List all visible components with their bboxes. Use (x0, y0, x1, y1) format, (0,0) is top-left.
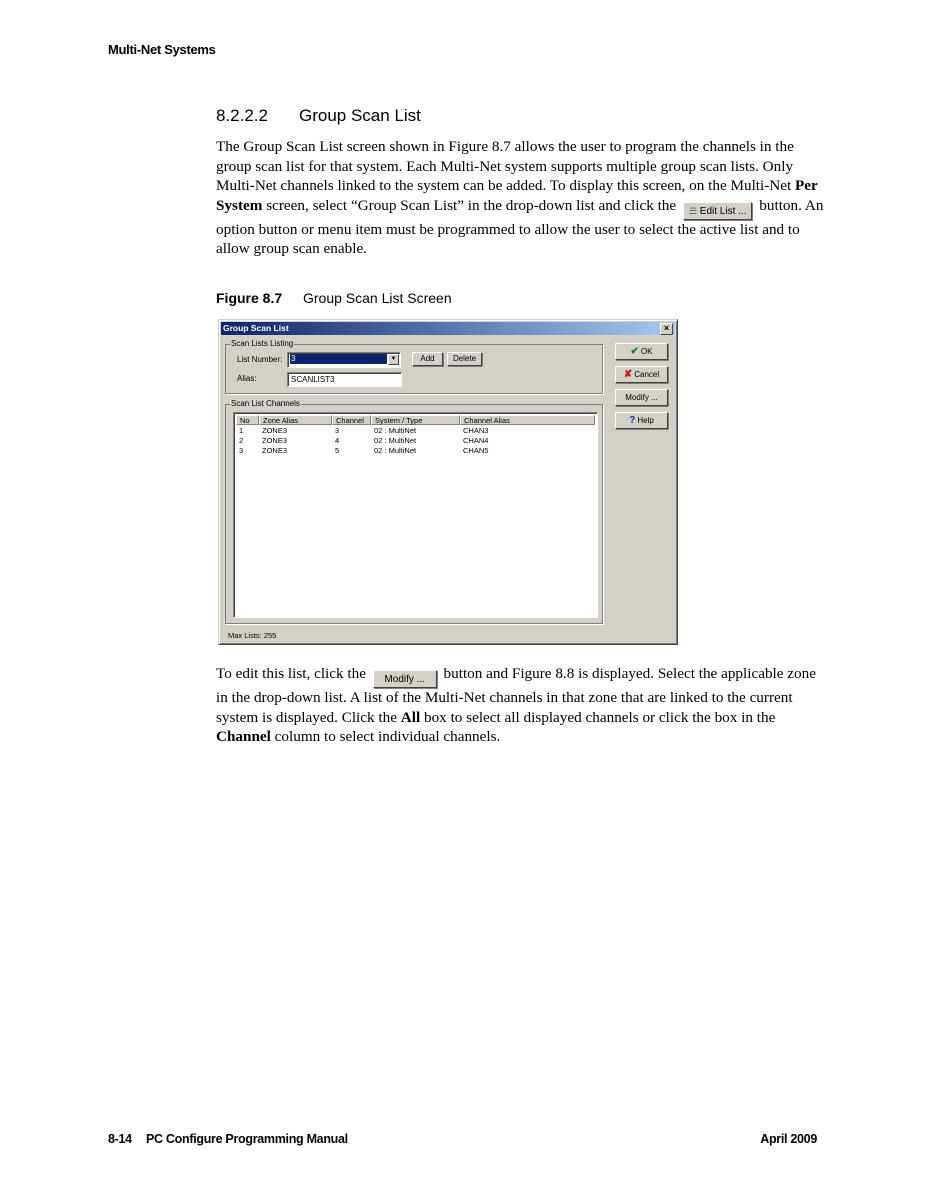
figure-caption (216, 290, 452, 306)
cell-zone-alias: ZONE3 (262, 446, 288, 455)
group-label: Scan List Channels (231, 399, 300, 408)
bold-term: Channel (216, 728, 271, 746)
manual-title: PC Configure Programming Manual (146, 1132, 348, 1146)
cell-zone-alias: ZONE3 (262, 436, 288, 445)
column-header-system-type[interactable]: System / Type (371, 415, 460, 425)
cell-channel: 4 (335, 436, 340, 445)
chevron-down-icon[interactable]: ▼ (388, 354, 399, 365)
figure-label: Figure 8.7 (216, 290, 283, 306)
figure-title: Group Scan List Screen (303, 290, 452, 306)
help-button[interactable] (615, 412, 668, 429)
column-header-zone-alias[interactable]: Zone Alias (259, 415, 332, 425)
checkmark-icon: ✔ (630, 346, 639, 357)
table-row[interactable] (236, 436, 595, 446)
section-number: 8.2.2.2 (216, 106, 268, 125)
paragraph-text: To edit this list, click the (216, 665, 366, 682)
group-label: Scan Lists Listing (231, 339, 294, 348)
section-heading (216, 106, 421, 126)
edit-list-button-image (683, 202, 753, 220)
cell-system-type: 02 : MultiNet (374, 426, 417, 435)
footer-left (108, 1132, 348, 1146)
delete-button[interactable]: Delete (447, 352, 482, 366)
paragraph-intro (216, 137, 826, 259)
cell-channel-alias: CHAN5 (463, 446, 489, 455)
alias-field[interactable]: SCANLIST3 (287, 372, 402, 387)
paragraph-text: button. An option button or menu item must be programmed to allow the user to select the active list and to allow group scan enable. (216, 196, 824, 258)
table-row[interactable] (236, 446, 595, 456)
modify-button[interactable]: Modify ... (615, 389, 668, 406)
cell-no: 1 (239, 426, 244, 435)
column-header-no[interactable]: No (236, 415, 259, 425)
x-icon: ✘ (623, 369, 633, 380)
edit-list-button-label: Edit List ... (699, 205, 747, 217)
cell-system-type: 02 : MultiNet (374, 446, 417, 455)
question-icon: ? (629, 415, 636, 426)
footer-date: April 2009 (760, 1132, 817, 1146)
ok-label: OK (640, 347, 653, 356)
dialog-titlebar (221, 322, 675, 335)
list-number-label: List Number: (237, 355, 283, 364)
add-button[interactable]: Add (412, 352, 443, 366)
paragraph-text: button and Figure 8.8 is displayed. Select the applicable zone in the drop-down list. A list of the Multi-Net channels in that zone that are linked to the current system is displayed. Click the (216, 665, 816, 726)
group-scan-list-dialog (218, 319, 678, 645)
help-label: Help (637, 416, 654, 425)
list-number-value: 3 (290, 354, 387, 364)
paragraph-text: box to select all displayed channels or click the box in the (420, 708, 776, 726)
ok-button[interactable] (615, 343, 668, 360)
cell-zone-alias: ZONE3 (262, 426, 288, 435)
paragraph-text: screen, select “Group Scan List” in the drop-down list and click the (262, 196, 677, 214)
running-header: Multi-Net Systems (108, 42, 216, 57)
bold-term: All (400, 708, 421, 726)
modify-button-image: Modify ... (373, 670, 437, 688)
paragraph-text: column to select individual channels. (270, 728, 501, 746)
cell-no: 3 (239, 446, 244, 455)
column-header-channel[interactable]: Channel (332, 415, 371, 425)
column-header-channel-alias[interactable]: Channel Alias (460, 415, 595, 425)
bold-term: Per System (216, 177, 818, 214)
cell-no: 2 (239, 436, 244, 445)
list-header (236, 415, 595, 425)
list-icon: ☰ (688, 205, 698, 216)
cell-channel: 5 (335, 446, 340, 455)
close-icon[interactable]: × (660, 323, 673, 335)
paragraph-text: The Group Scan List screen shown in Figure 8.7 allows the user to program the channels in the group scan list for that system. Each Multi-Net system supports multiple group scan lists. Only Multi-Net channels linked to the system can be added. To display this screen, on the Multi-Net (216, 138, 796, 195)
page-number: 8-14 (108, 1132, 132, 1146)
section-title: Group Scan List (299, 106, 421, 125)
cancel-label: Cancel (634, 370, 660, 379)
cell-channel-alias: CHAN3 (463, 426, 489, 435)
scan-lists-listing-group (225, 339, 603, 394)
cell-channel-alias: CHAN4 (463, 436, 489, 445)
dialog-title: Group Scan List (223, 323, 289, 333)
cancel-button[interactable] (615, 366, 668, 383)
alias-label: Alias: (237, 374, 257, 383)
list-number-dropdown[interactable] (287, 352, 401, 368)
table-row[interactable] (236, 426, 595, 436)
cell-system-type: 02 : MultiNet (374, 436, 417, 445)
cell-channel: 3 (335, 426, 340, 435)
channels-list[interactable] (233, 412, 598, 618)
paragraph-edit (216, 664, 826, 747)
status-text: Max Lists: 255 (228, 631, 277, 640)
